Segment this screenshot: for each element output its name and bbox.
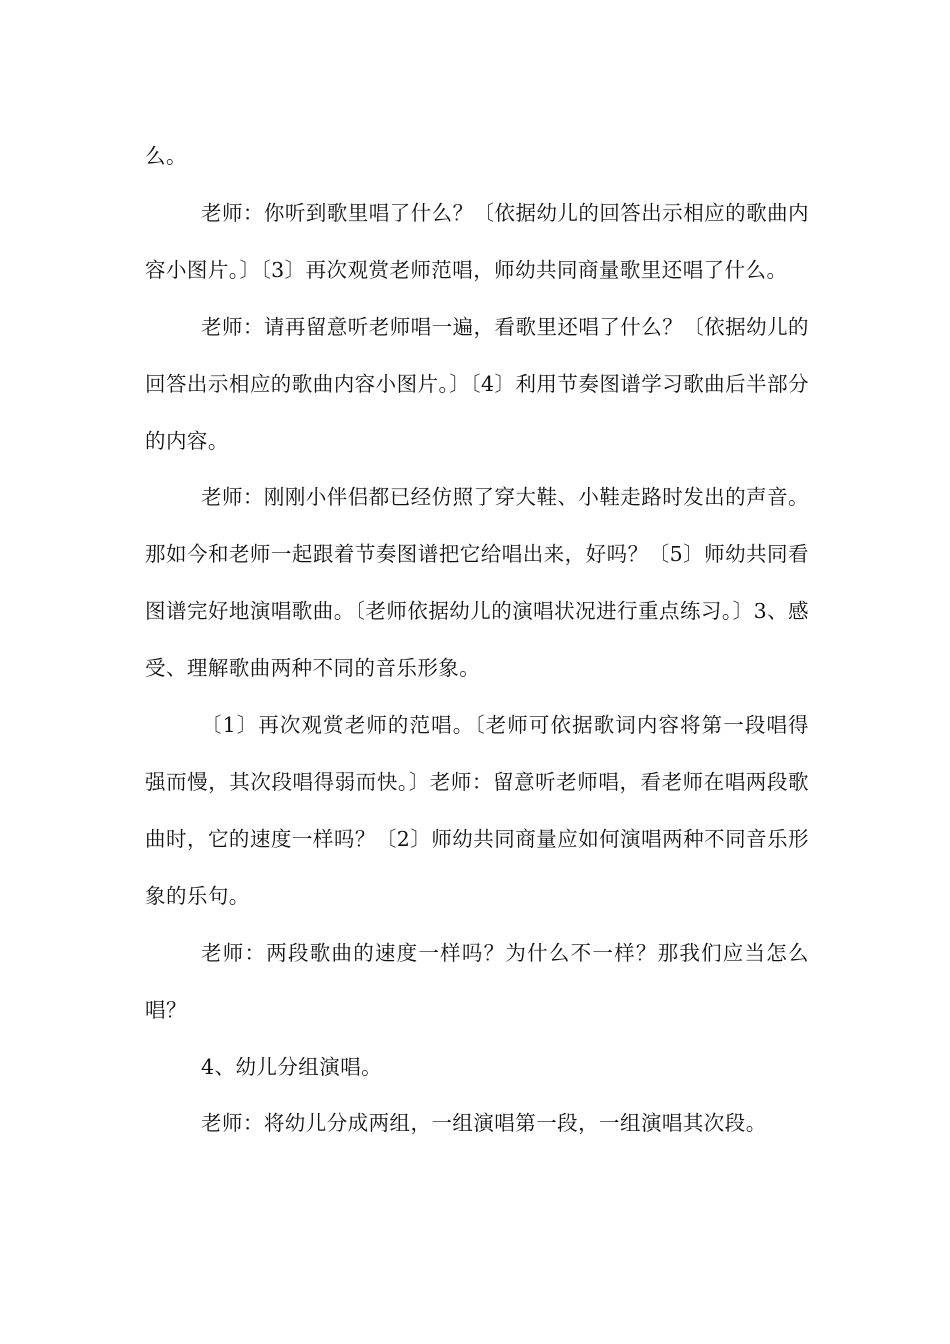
paragraph-continuation: 么。 <box>145 144 187 168</box>
paragraph-tempo-comparison: 〔1〕再次观赏老师的范唱。〔老师可依据歌词内容将第一段唱得强而慢，其次段唱得弱而快。〕老师：留意听老师唱，看老师在唱两段歌曲时，它的速度一样吗？〔2〕师幼共同商量应如何演唱两种不同音乐形象的乐句。 <box>145 713 809 908</box>
paragraph-rhythm-chart: 老师：刚刚小伴侣都已经仿照了穿大鞋、小鞋走路时发出的声音。那如今和老师一起跟着节奏图谱把它给唱出来，好吗？〔5〕师幼共同看图谱完好地演唱歌曲。〔老师依据幼儿的演唱状况进行重点练习。〕3、感受、理解歌曲两种不同的音乐形象。 <box>145 485 809 681</box>
paragraph-group-singing: 老师：将幼儿分成两组，一组演唱第一段，一组演唱其次段。 <box>201 1111 767 1136</box>
paragraph-teacher-question-1: 老师：你听到歌里唱了什么？〔依据幼儿的回答出示相应的歌曲内容小图片。〕〔3〕再次观赏老师范唱，师幼共同商量歌里还唱了什么。 <box>145 200 809 282</box>
document-body <box>145 128 809 1152</box>
paragraph-teacher-question-3: 老师：两段歌曲的速度一样吗？为什么不一样？那我们应当怎么唱？ <box>145 940 809 1022</box>
paragraph-section-heading-4: 4、幼儿分组演唱。 <box>201 1054 383 1079</box>
paragraph-teacher-question-2: 老师：请再留意听老师唱一遍，看歌里还唱了什么？〔依据幼儿的回答出示相应的歌曲内容小图片。〕〔4〕利用节奏图谱学习歌曲后半部分的内容。 <box>145 314 809 453</box>
